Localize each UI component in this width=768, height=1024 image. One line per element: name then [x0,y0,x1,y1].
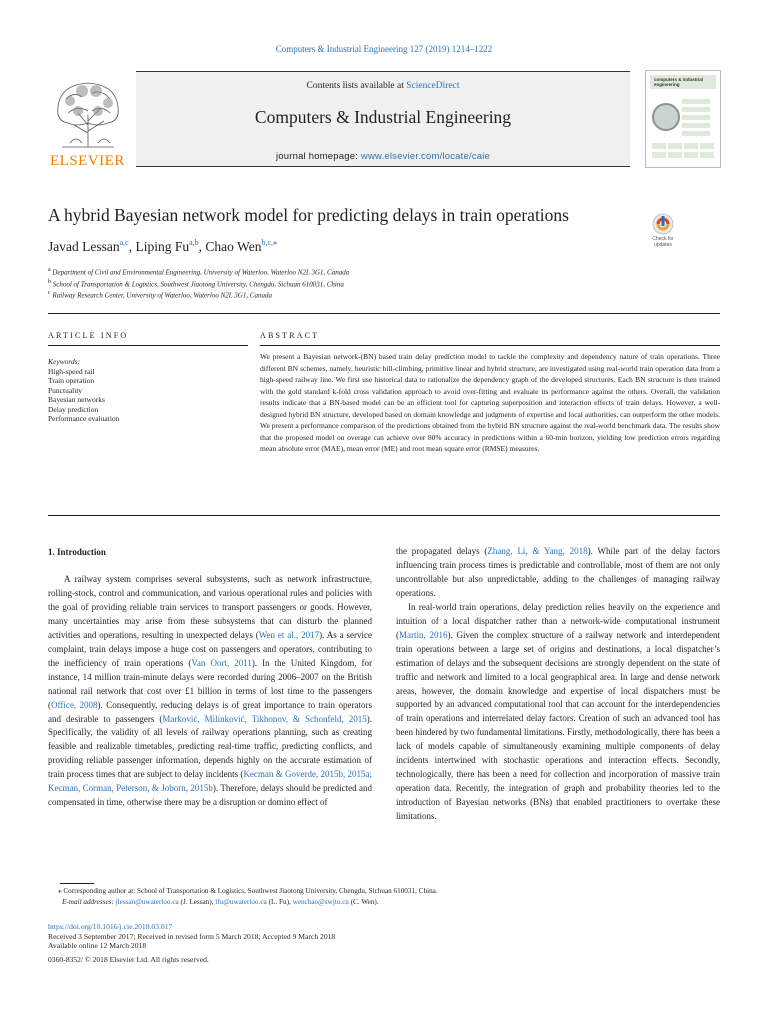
sciencedirect-link[interactable]: ScienceDirect [406,81,460,91]
text-run: the propagated delays ( [396,546,488,556]
affiliation-a [48,267,349,276]
email-link[interactable]: lfu@uwaterloo.ca [215,897,267,906]
keyword: Bayesian networks [48,395,105,404]
keywords-label: Keywords: [48,357,81,366]
author-name[interactable]: Liping Fu [135,239,190,254]
journal-reference[interactable]: Computers & Industrial Engineering 127 (2019) 1214–1222 [275,44,493,54]
keywords-block [48,357,119,424]
publication-info [48,922,335,965]
affiliation-text: Department of Civil and Environmental Engineering, University of Waterloo, Waterloo N2L 3G1, Canada [52,268,350,277]
corresponding-text: Corresponding author at: School of Transportation & Logistics, Southwest Jiaotong University, Chengdu, Sichuan 610031, China. [63,887,438,895]
paragraph [48,573,372,810]
divider [48,313,720,314]
paragraph [396,545,720,601]
elsevier-wordmark: ELSEVIER [50,153,125,169]
masthead [48,71,630,167]
copyright: 0360-8352/ © 2018 Elsevier Ltd. All rights reserved. [48,955,209,965]
text-run: ). Specifically, the validity of all levels of railway operations planning, such as creating feasible and realizable timetables, predicting real-time traffic, predicting conflicts, and providing reliable passenger information, depends highly on the accurate estimation of train process times that are subject to delay incidents ( [48,713,372,780]
affiliation-marker: b [48,279,51,285]
check-updates-label: Check for updates [652,236,674,248]
article-info-heading: ARTICLE INFO [48,331,129,340]
citation-link[interactable]: Wen et al., 2017 [258,629,320,640]
online-date: Available online 12 March 2018 [48,941,147,951]
citation-link[interactable]: Martin, 2016 [399,629,448,640]
affiliation-marker: c [48,290,51,296]
email-owner: (C. Wen). [348,897,379,906]
keyword: High-speed rail [48,366,95,376]
footnote [48,886,438,907]
received-dates: Received 3 September 2017; Received in revised form 5 March 2018; Accepted 9 March 2018 [48,931,336,941]
email-label: E-mail addresses: [62,897,114,906]
section-heading: 1. Introduction [48,547,106,557]
contents-prefix: Contents lists available at [306,81,407,91]
footnote-marker: ⁎ [58,887,62,895]
email-note [48,897,438,908]
affiliation-c [48,290,272,299]
text-run: ). Consequently, reducing delays is of great importance to train operators and desirable to passengers ( [48,699,372,724]
citation-link[interactable]: Office, 2008 [51,699,98,710]
text-run: A railway system comprises several subsystems, such as network infrastructure, rolling-stock, control and communication, and various operational rules and policies with the goal of providing reliable train services to transport passengers or goods. However, many uncertainties may arise from these subsystems that can disturb the planned activities and operations, resulting in unexpected delays ( [48,574,372,640]
check-for-updates-badge[interactable] [645,212,681,256]
doi-link[interactable]: https://doi.org/10.1016/j.cie.2018.03.017 [48,922,173,931]
citation-link[interactable]: Kecman & Goverde, 2015b, 2015a; Kecman, Corman, Peterson, & Joborn, 2015b [48,769,373,794]
article-title: A hybrid Bayesian network model for predicting delays in train operations [48,205,569,225]
journal-name: Computers & Industrial Engineering [254,107,512,127]
keyword: Performance evaluation [48,414,120,423]
keyword: Train operation [48,376,95,385]
citation-link[interactable]: Marković, Milinković, Tikhonov, & Schonfeld, 2015 [162,713,367,724]
affiliation-text: Railway Research Center, University of Waterloo, Waterloo N2L 3G1, Canada [52,291,273,300]
elsevier-logo [48,77,128,169]
divider [260,345,720,346]
affiliation-text: School of Transportation & Logistics, Southwest Jiaotong University, Chengdu, Sichuan 610031, China [52,280,344,289]
paragraph [396,601,720,824]
text-run: ). In the United Kingdom, for instance, 14 million train-minute delays were recorded during 2006–2007 on the British national rail network that cost over £1 billion in terms of lost time to the passengers ( [48,657,372,710]
email-owner: (J. Lessan), [178,897,216,906]
abstract-text: We present a Bayesian network-(BN) based train delay prediction model to tackle the complexity and dependency nature of train operations. Three different BN schemes, namely, heuristic hill-climbing, primitive linear and hybrid structure, are investigated using real-world train operation data from a high-speed railway line. We first use historical data to rationalize the dependency graph of the developed structures. Each BN structure is then trained with the gold standard k-fold cross validation approach to avoid over-fitting and evaluate its performance against the others. Overall, the validation results indicate that a BN-based model can be an efficient tool for capturing superposition and interaction effects of train delays. However, a well-designed hybrid BN structure, developed based on domain knowledge and judgments of expertise and local authorities, can outperform the other models. We present a performance comparison of the predictions obtained from the hybrid BN structure against the real-world benchmark data. The results show that the proposed model on overage can achieve over 80% accuracy in predictions within a 60-min horizon, yielding low prediction errors regarding mean absolute error (MAE), mean error (ME) and root mean square error (RMSE) measures. [260,352,720,453]
journal-banner [136,71,630,167]
email-owner: (L. Fu), [266,897,293,906]
affiliation-b [48,279,344,288]
footnote-rule [60,883,94,884]
body-left-column [48,573,372,810]
author-affil-sup[interactable]: a,c [119,238,129,247]
homepage-line [136,151,630,162]
contents-line [136,81,630,91]
author-affil-sup[interactable]: b,c,⁎ [261,238,278,247]
author-name[interactable]: Javad Lessan [48,239,120,254]
text-run: ). As a service complaint, train delays impose a huge cost on passengers and operators, contributing to the inefficiency of train operations ( [48,629,372,668]
citation-link[interactable]: Van Oort, 2011 [191,657,252,668]
citation-link[interactable]: Zhang, Li, & Yang, 2018 [487,546,588,556]
email-link[interactable]: wenchao@swjtu.cn [292,897,349,906]
text-run: ). While part of the delay factors influencing train process times is predictable and controllable, most of them are not only uncontrollable but also unpredictable, adding to the challenges of managing railway operations. [396,546,720,598]
keyword: Punctuality [48,385,83,395]
cover-graphic [652,103,680,131]
homepage-link[interactable]: www.elsevier.com/locate/caie [360,151,491,162]
corresponding-note [48,886,438,897]
email-link[interactable]: jlessan@uwaterloo.ca [115,897,179,906]
affiliation-marker: a [48,267,51,273]
text-run: ). Given the complex structure of a railway network and interdependent train operations between a large set of origins and destinations, a local dispatcher’s estimation of delays and the subsequent decisions are strongly dependent on the state of traffic and network and limited to a local geographical area. In large and dense network areas, however, the domain knowledge and expertise of local dispatchers must be supported by an advanced computational tool that can account for the interdependencies of train operations and interrelated delay factors. Creation of such an advanced tool has been hindered by two fundamental limitations. Firstly, methodologically, there has been a lack of models capable of simultaneously examining multiple components of delay incidents intertwined with stochastic operations and interaction effects. Secondly, technologically, there has been a need for collection and incorporation of massive train operation data. Recently, the integration of graph and probability theories led to the introduction of Bayesian networks (BNs) that enabled practitioners to overtake these limitations. [396,629,720,822]
body-right-column [396,545,720,824]
homepage-prefix: journal homepage: [275,151,361,162]
elsevier-tree-icon [48,77,128,149]
cover-toc-blocks [682,99,710,139]
check-updates-icon [652,212,674,238]
abstract-heading: ABSTRACT [260,331,320,340]
author-name[interactable]: Chao Wen [205,239,262,254]
cover-grid [652,143,714,163]
cover-title: computers & industrial engineering [654,77,704,87]
author-affil-sup[interactable]: a,b [189,238,199,247]
divider [48,345,248,346]
text-run: In real-world train operations, delay prediction relies heavily on the experience and intuition of a local dispatcher rather than a network-wide computational instrument ( [396,601,720,640]
divider [48,515,720,516]
text-run: ). Therefore, delays should be predicted and compensated in time, otherwise there may be a disruption or domino effect of [48,783,372,808]
keyword: Delay prediction [48,404,99,414]
author-list: Javad Lessan$^{a,c}$, Liping Fu$^{a,b}$, Chao Wen$^{b,c,⁎}$ [48,238,278,254]
journal-cover-thumbnail [645,70,721,168]
